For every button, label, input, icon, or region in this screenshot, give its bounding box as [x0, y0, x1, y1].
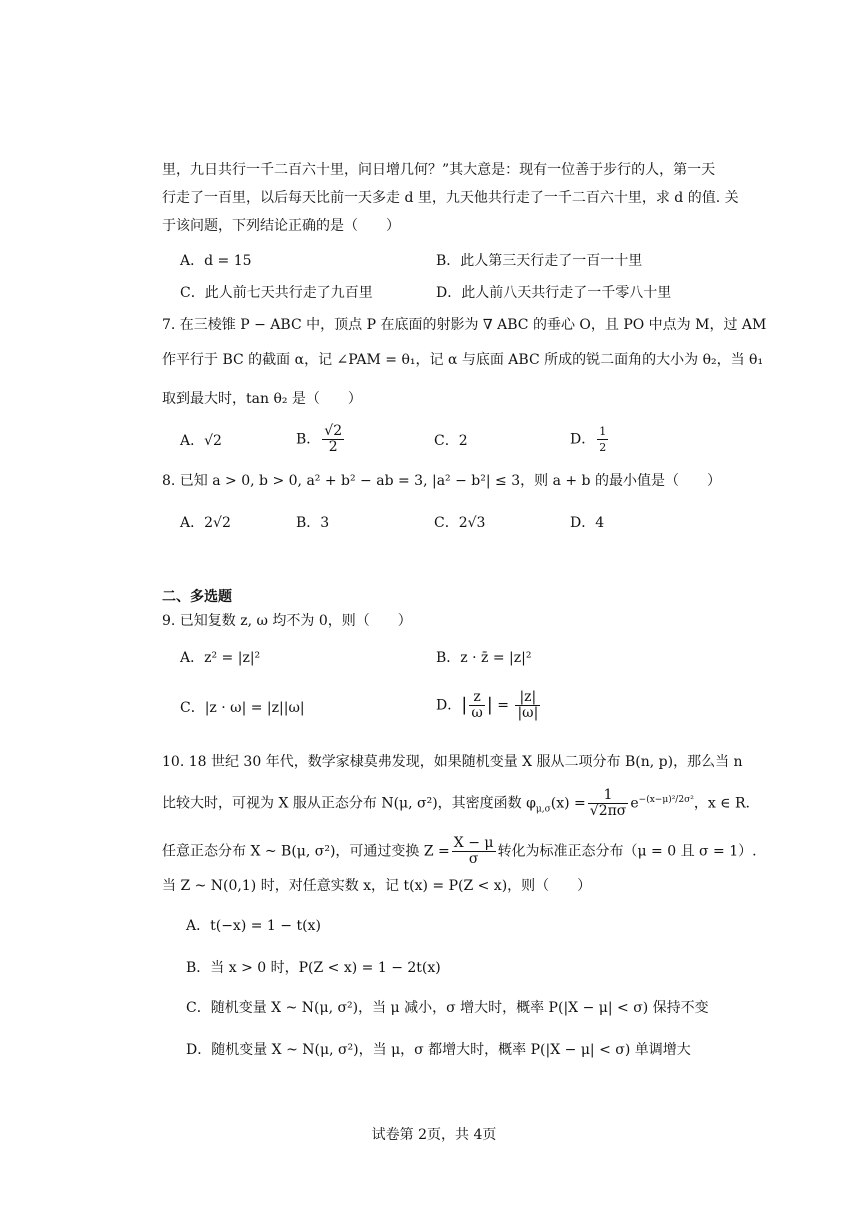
q7-option-d [570, 424, 610, 455]
q6-line-1: 里，九日共行一千二百六十里，问日增几何？”其大意是：现有一位善于步行的人，第一天 [162, 162, 716, 178]
q6-option-a: A．d = 15 [180, 253, 252, 269]
q7-option-d-numerator: 1 [599, 425, 607, 438]
q6-option-b: B．此人第三天行走了一百一十里 [436, 253, 643, 269]
q7-option-d-label: D． [570, 431, 596, 448]
q7-option-b [296, 424, 346, 455]
q10-line-2-text-d: ，x ∈ R. [693, 795, 750, 812]
q10-line-2-subscript: μ,σ [535, 804, 551, 815]
q7-option-c: C．2 [434, 433, 468, 449]
q9-option-d-lhs-denominator: ω [471, 705, 483, 721]
q10-line-1: 10. 18 世纪 30 年代，数学家棣莫弗发现，如果随机变量 X 服从二项分布 B(n, p)，那么当 n [162, 754, 743, 770]
q8-option-c: C．2√3 [434, 515, 486, 531]
q9-option-a: A．z² = |z|² [180, 650, 261, 666]
q8-option-b: B．3 [296, 515, 330, 531]
q10-option-c: C．随机变量 X ~ N(μ, σ²)，当 μ 减小，σ 增大时，概率 P(|X − μ| < σ) 保持不变 [186, 1000, 709, 1016]
q10-transform-numerator: X − μ [453, 835, 494, 851]
section-heading-multiple-choice: 二、多选题 [162, 589, 232, 605]
q9-option-d: D．| $\frac{z}{\omega}$ | = $\frac{|z|}{|\omega|}$ [436, 689, 539, 721]
q8-option-d: D．4 [570, 515, 605, 531]
q6-line-3: 于该问题，下列结论正确的是（ ） [162, 218, 400, 234]
q10-transform-denominator: σ [468, 851, 479, 867]
q7-option-b-label: B． [296, 431, 321, 448]
q9-option-c: C．|z · ω| = |z||ω| [180, 700, 305, 716]
q8-line-1: 8. 已知 a > 0, b > 0, a² + b² − ab = 3, |a² − b²| ≤ 3，则 a + b 的最小值是（ ） [162, 473, 721, 489]
q9-option-d-label: D． [436, 697, 462, 714]
page-footer: 试卷第 2页，共 4页 [371, 1127, 497, 1143]
q6-line-2: 行走了一百里，以后每天比前一天多走 d 里，九天他共行走了一千二百六十里，求 d 的值. 关 [162, 190, 739, 206]
q9-option-d-lhs-numerator: z [469, 690, 484, 706]
q10-line-2-text-b: (x) = [550, 795, 586, 812]
q7-option-b-denominator: 2 [328, 439, 338, 455]
q6-option-c: C．此人前七天共行走了九百里 [180, 285, 373, 301]
q10-line-3-text-b: 转化为标准正态分布（μ = 0 且 σ = 1）. [497, 843, 757, 860]
q7-option-d-denominator: 2 [599, 441, 607, 454]
q6-option-d: D．此人前八天共行走了一千零八十里 [436, 285, 672, 301]
q10-line-2-exponent: −(x−μ)²/2σ² [638, 794, 694, 805]
q7-option-b-fraction [322, 424, 344, 455]
q9-option-d-equals: = [492, 697, 514, 714]
q10-line-2-exp-base: e [630, 795, 639, 812]
q9-line-1: 9. 已知复数 z, ω 均不为 0，则（ ） [162, 613, 412, 629]
q10-option-a: A．t(−x) = 1 − t(x) [186, 918, 321, 934]
q10-density-denominator: √2πσ [589, 803, 627, 819]
q7-line-3: 取到最大时，tan θ₂ 是（ ） [162, 391, 362, 407]
q8-option-a: A．2√2 [180, 515, 231, 531]
q9-option-d-rhs-denominator: |ω| [517, 705, 539, 721]
q9-option-b: B．z · z̄ = |z|² [436, 650, 532, 666]
q10-line-4: 当 Z ~ N(0,1) 时，对任意实数 x，记 t(x) = P(Z < x)，则（ ） [162, 878, 592, 894]
q10-line-3-text-a: 任意正态分布 X ~ B(μ, σ²)，可通过变换 Z = [162, 843, 450, 860]
q10-option-b: B．当 x > 0 时，P(Z < x) = 1 − 2t(x) [186, 960, 441, 976]
q9-option-d-rhs-numerator: |z| [515, 690, 540, 706]
q10-line-3 [162, 836, 757, 867]
q10-density-numerator: 1 [588, 788, 629, 804]
q7-option-a: A．√2 [180, 433, 222, 449]
q10-line-2-text-a: 比较大时，可视为 X 服从正态分布 N(μ, σ²)，其密度函数 φ [162, 795, 536, 812]
q7-line-1: 7. 在三棱锥 P − ABC 中，顶点 P 在底面的射影为 ∇ ABC 的垂心 O，且 PO 中点为 M，过 AM [162, 317, 767, 333]
q7-option-d-fraction [597, 424, 608, 455]
q9-option-d-lhs-fraction [469, 690, 484, 721]
q10-line-2 [162, 788, 750, 819]
q10-density-fraction [588, 788, 629, 819]
q10-transform-fraction [452, 836, 496, 867]
q9-option-d-rhs-fraction [515, 690, 540, 721]
q7-line-2: 作平行于 BC 的截面 α，记 ∠PAM = θ₁，记 α 与底面 ABC 所成的锐二面角的大小为 θ₂，当 θ₁ [162, 352, 764, 368]
q7-option-b-numerator: √2 [324, 423, 343, 439]
q10-option-d: D．随机变量 X ~ N(μ, σ²)，当 μ，σ 都增大时，概率 P(|X − μ| < σ) 单调增大 [186, 1042, 691, 1058]
